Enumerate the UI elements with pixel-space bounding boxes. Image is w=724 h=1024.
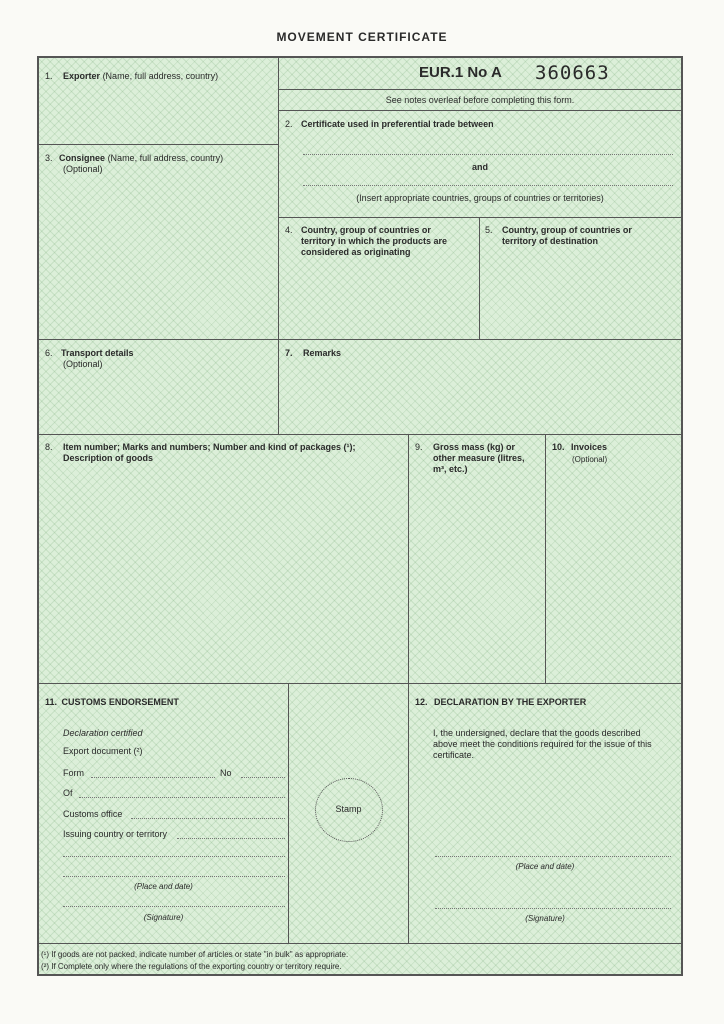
box-country-origin[interactable]	[278, 217, 480, 340]
box4-line-1: Country, group of countries or	[301, 225, 431, 235]
no-label: No	[220, 768, 232, 778]
box12-line-2: above meet the conditions required for the issue of this	[433, 739, 652, 749]
box1-subtitle: (Name, full address, country)	[102, 71, 219, 81]
issuing-country-field[interactable]	[177, 838, 285, 839]
box8-line-1: Item number; Marks and numbers; Number and kind of packages (¹);	[63, 442, 356, 452]
box3-number: 3.	[45, 153, 53, 163]
box11-title: CUSTOMS ENDORSEMENT	[61, 697, 179, 707]
footnote-1: (¹) If goods are not packed, indicate number of articles or state "in bulk" as appropriate.	[41, 950, 349, 959]
box10-number: 10.	[552, 442, 565, 452]
box9-number: 9.	[415, 442, 423, 452]
box6-number: 6.	[45, 348, 53, 358]
box-eur-header	[278, 57, 682, 90]
no-field[interactable]	[241, 777, 285, 778]
box9-line-1: Gross mass (kg) or	[433, 442, 516, 452]
box-exporter-declaration[interactable]	[408, 683, 682, 944]
box-preferential-trade[interactable]	[278, 110, 682, 218]
box-consignee[interactable]	[38, 144, 279, 340]
of-field[interactable]	[79, 797, 285, 798]
form-field[interactable]	[91, 777, 215, 778]
serial-number: 360663	[535, 62, 610, 84]
footnote-2: (²) If Complete only where the regulations of the exporting country or territory require.	[41, 962, 342, 971]
box6-title: Transport details	[61, 348, 134, 358]
box12-number: 12.	[415, 697, 428, 707]
issuing-country-label: Issuing country or territory	[63, 829, 168, 839]
eur-label: EUR.1 No A	[419, 64, 502, 81]
box12-title: DECLARATION BY THE EXPORTER	[434, 697, 587, 707]
customs-blank-line[interactable]	[63, 856, 285, 857]
customs-signature-line[interactable]	[63, 906, 285, 907]
box9-line-3: m³, etc.)	[433, 464, 468, 474]
exporter-signature-label: (Signature)	[525, 914, 565, 923]
footnotes	[38, 943, 682, 975]
box-invoices[interactable]	[545, 434, 682, 684]
box2-line-2	[303, 185, 673, 186]
of-label: Of	[63, 788, 73, 798]
box-exporter[interactable]	[38, 57, 279, 145]
box-goods-description[interactable]	[38, 434, 409, 684]
box-remarks[interactable]	[278, 339, 682, 435]
box11-number: 11.	[45, 697, 58, 707]
page-title: MOVEMENT CERTIFICATE	[276, 30, 448, 44]
box3-subtitle: (Name, full address, country)	[107, 153, 224, 163]
box10-optional: (Optional)	[572, 455, 608, 464]
box6-optional: (Optional)	[63, 359, 103, 369]
stamp-label: Stamp	[335, 804, 362, 814]
exporter-place-date-label: (Place and date)	[515, 862, 575, 871]
box5-line-2: territory of destination	[502, 236, 599, 246]
box2-title: Certificate used in preferential trade between	[301, 119, 494, 129]
exporter-signature-line[interactable]	[435, 908, 671, 909]
box2-number: 2.	[285, 119, 293, 129]
box5-line-1: Country, group of countries or	[502, 225, 632, 235]
customs-signature-label: (Signature)	[143, 913, 184, 922]
box12-line-3: certificate.	[433, 750, 475, 760]
box-notes	[278, 89, 682, 111]
box10-title: Invoices	[571, 442, 608, 452]
box9-line-2: other measure (litres,	[433, 453, 525, 463]
customs-office-label: Customs office	[63, 809, 123, 819]
box-country-destination[interactable]	[479, 217, 682, 340]
declaration-certified: Declaration certified	[63, 728, 143, 738]
box4-line-3: considered as originating	[301, 247, 411, 257]
notes-line: See notes overleaf before completing this form.	[385, 95, 575, 105]
customs-place-date-line[interactable]	[63, 876, 285, 877]
box4-line-2: territory in which the products are	[301, 236, 448, 246]
box-transport-details[interactable]	[38, 339, 279, 435]
box-gross-mass[interactable]	[408, 434, 546, 684]
box1-title: Exporter	[63, 71, 101, 81]
box3-optional: (Optional)	[63, 164, 103, 174]
box7-title: Remarks	[303, 348, 342, 358]
box2-line-1	[303, 154, 673, 155]
certificate-form	[38, 57, 682, 975]
box-customs-endorsement[interactable]	[38, 683, 289, 944]
box8-number: 8.	[45, 442, 53, 452]
box8-line-2: Description of goods	[63, 453, 153, 463]
box12-line-1: I, the undersigned, declare that the goods described	[433, 728, 641, 738]
exporter-place-date-line[interactable]	[435, 856, 671, 857]
box-stamp	[288, 683, 409, 944]
box7-number: 7.	[285, 348, 293, 358]
box1-number: 1.	[45, 71, 53, 81]
box2-hint: (Insert appropriate countries, groups of countries or territories)	[356, 193, 604, 203]
export-document-label: Export document (²)	[63, 746, 143, 756]
box5-number: 5.	[485, 225, 493, 235]
box4-number: 4.	[285, 225, 293, 235]
customs-place-date-label: (Place and date)	[134, 882, 193, 891]
box3-title: Consignee	[59, 153, 106, 163]
box2-and: and	[471, 162, 488, 172]
customs-office-field[interactable]	[131, 818, 285, 819]
form-label: Form	[63, 768, 84, 778]
